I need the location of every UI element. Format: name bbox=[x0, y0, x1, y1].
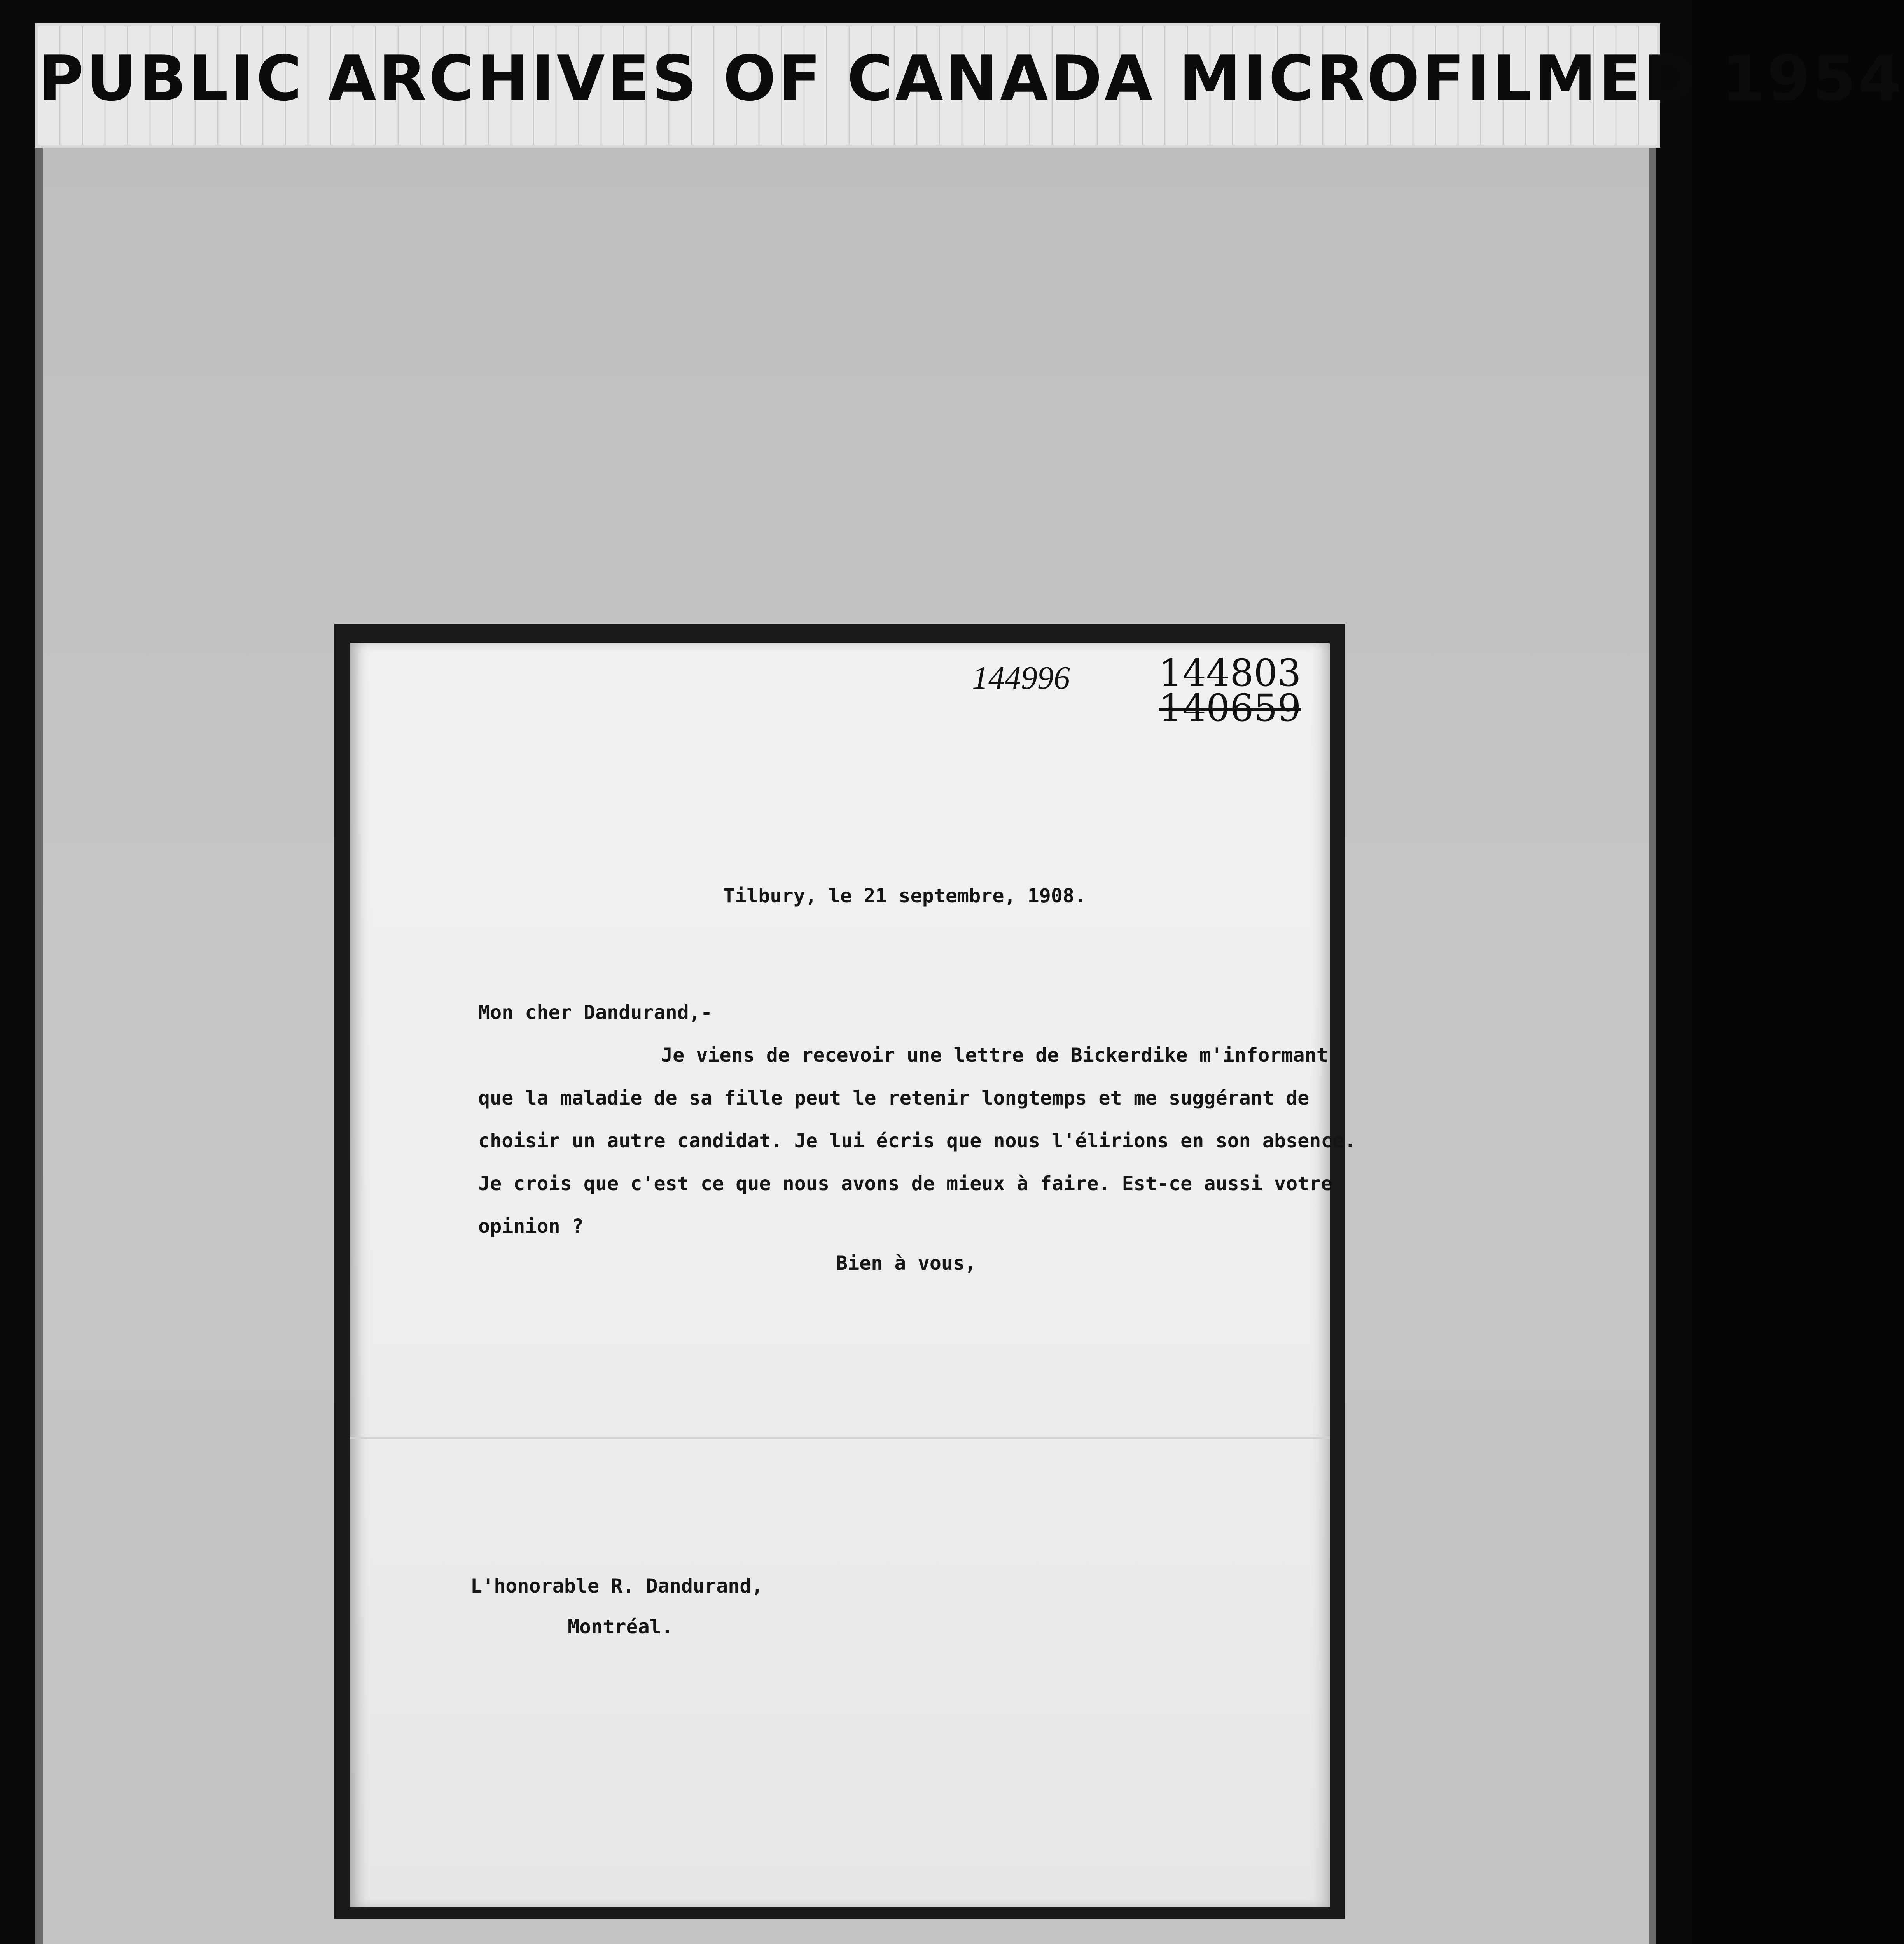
letter-body-line: opinion ? bbox=[478, 1215, 584, 1238]
mount-right-edge bbox=[1649, 148, 1656, 1944]
letter-page bbox=[350, 643, 1356, 1907]
letter-dateline: Tilbury, le 21 septembre, 1908. bbox=[723, 885, 1086, 907]
paper-fold-line bbox=[350, 1437, 1330, 1439]
letter-city: Montréal. bbox=[568, 1615, 673, 1638]
struck-document-number: 140659 bbox=[1159, 686, 1301, 730]
letter-body-line: choisir un autre candidat. Je lui écris que nous l'élirions en son absence. bbox=[478, 1129, 1356, 1152]
letter-salutation: Mon cher Dandurand,- bbox=[478, 1001, 713, 1024]
archive-header-banner bbox=[35, 23, 1904, 148]
stamped-document-number: 144803 bbox=[1159, 651, 1301, 695]
mount-left-edge bbox=[35, 148, 43, 1944]
letter-body-line: que la maladie de sa fille peut le retenir longtemps et me suggérant de bbox=[478, 1087, 1310, 1109]
handwritten-document-number: 144996 bbox=[972, 660, 1070, 696]
archive-header-title: PUBLIC ARCHIVES OF CANADA MICROFILMED 1954 bbox=[38, 42, 1904, 115]
letter-body-line: Je crois que c'est ce que nous avons de mieux à faire. Est-ce aussi votre bbox=[478, 1172, 1333, 1195]
letter-body-line: Je viens de recevoir une lettre de Bickerdike m'informant bbox=[661, 1044, 1328, 1066]
letter-closing: Bien à vous, bbox=[836, 1252, 977, 1274]
letter-addressee: L'honorable R. Dandurand, bbox=[470, 1575, 763, 1597]
